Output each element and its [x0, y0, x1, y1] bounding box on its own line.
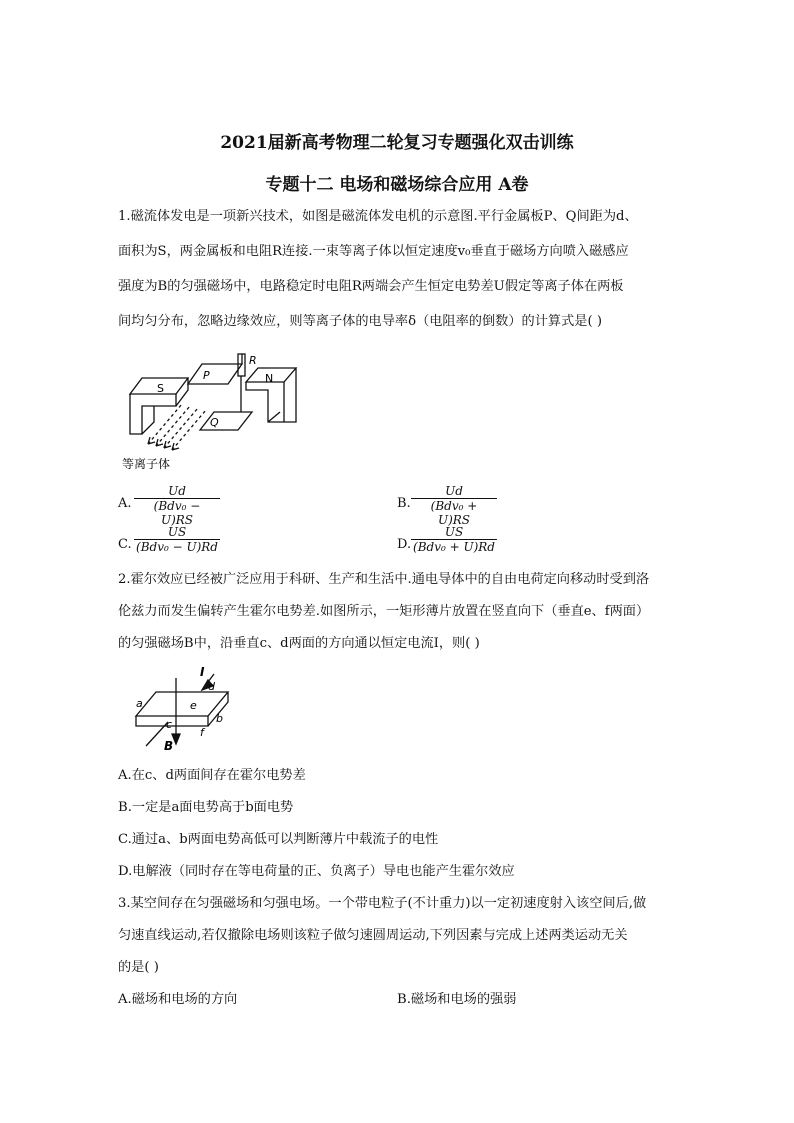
label-c: c — [166, 718, 173, 731]
label-a: a — [136, 697, 143, 710]
q2-option-d[interactable]: D.电解液（同时存在等电荷量的正、负离子）导电也能产生霍尔效应 — [118, 864, 515, 879]
q1-option-b-fraction[interactable] — [411, 484, 497, 527]
label-q: Q — [210, 416, 219, 429]
label-e: e — [190, 699, 197, 712]
q1-option-c-den: (Bdv₀ − U)Rd — [136, 540, 218, 554]
document-subtitle: 专题十二 电场和磁场综合应用 A卷 — [265, 175, 529, 195]
q1-option-d-den: (Bdv₀ + U)Rd — [413, 540, 495, 554]
q2-option-c[interactable]: C.通过a、b两面电势高低可以判断薄片中载流子的电性 — [118, 832, 439, 847]
q2-text-line: 2.霍尔效应已经被广泛应用于科研、生产和生活中.通电导体中的自由电荷定向移动时受到洛 — [118, 572, 650, 587]
label-b-field: B — [164, 739, 174, 753]
q1-option-c-label[interactable]: C. — [118, 537, 132, 552]
q2-option-a[interactable]: A.在c、d两面间存在霍尔电势差 — [118, 768, 306, 783]
q1-option-a-label[interactable]: A. — [118, 496, 132, 511]
q3-text-line: 匀速直线运动,若仅撤除电场则该粒子做匀速圆周运动,下列因素与完成上述两类运动无关 — [118, 928, 628, 943]
q1-text-line: 间均匀分布，忽略边缘效应，则等离子体的电导率δ（电阻率的倒数）的计算式是( ) — [118, 314, 602, 329]
hall-effect-figure — [128, 664, 248, 756]
label-p: P — [203, 369, 210, 382]
q1-option-a-den: (Bdv₀ − U)RS — [153, 499, 201, 527]
q1-option-d-num: US — [444, 525, 464, 539]
q3-text-line: 的是( ) — [118, 960, 159, 975]
q1-option-d-fraction[interactable] — [411, 525, 497, 554]
q1-text-line: 1.磁流体发电是一项新兴技术，如图是磁流体发电机的示意图.平行金属板P、Q间距为d、 — [118, 209, 638, 224]
q1-option-a-num: Ud — [168, 484, 186, 498]
label-n: N — [265, 372, 274, 385]
q3-option-a[interactable]: A.磁场和电场的方向 — [118, 992, 238, 1007]
q2-text-line: 的匀强磁场B中，沿垂直c、d两面的方向通以恒定电流I，则( ) — [118, 636, 480, 651]
label-i: I — [200, 665, 205, 679]
label-d: d — [208, 680, 215, 693]
label-f: f — [200, 726, 204, 739]
q2-option-b[interactable]: B.一定是a面电势高于b面电势 — [118, 800, 294, 815]
label-s: S — [157, 382, 164, 395]
label-r: R — [249, 354, 257, 367]
q1-option-c-num: US — [167, 525, 187, 539]
q2-text-line: 伦兹力而发生偏转产生霍尔电势差.如图所示，一矩形薄片放置在竖直向下（垂直e、f两面） — [118, 604, 650, 619]
label-b: b — [216, 712, 223, 725]
q1-option-b-num: Ud — [445, 484, 463, 498]
document-title: 2021届新高考物理二轮复习专题强化双击训练 — [220, 133, 574, 153]
q1-option-c-fraction[interactable] — [134, 525, 220, 554]
q1-option-b-label[interactable]: B. — [397, 496, 411, 511]
mhd-generator-figure — [118, 342, 318, 474]
label-plasma: 等离子体 — [122, 457, 171, 471]
q1-option-a-fraction[interactable] — [134, 484, 220, 527]
q3-text-line: 3.某空间存在匀强磁场和匀强电场。一个带电粒子(不计重力)以一定初速度射入该空间后,做 — [118, 896, 647, 911]
q3-option-b[interactable]: B.磁场和电场的强弱 — [397, 992, 517, 1007]
q1-option-d-label[interactable]: D. — [397, 537, 412, 552]
q1-option-b-den: (Bdv₀ + U)RS — [430, 499, 478, 527]
q1-text-line: 强度为B的匀强磁场中，电路稳定时电阻R两端会产生恒定电势差U假定等离子体在两板 — [118, 279, 624, 294]
q1-text-line: 面积为S，两金属板和电阻R连接.一束等离子体以恒定速度v₀垂直于磁场方向喷入磁感应 — [118, 244, 629, 259]
